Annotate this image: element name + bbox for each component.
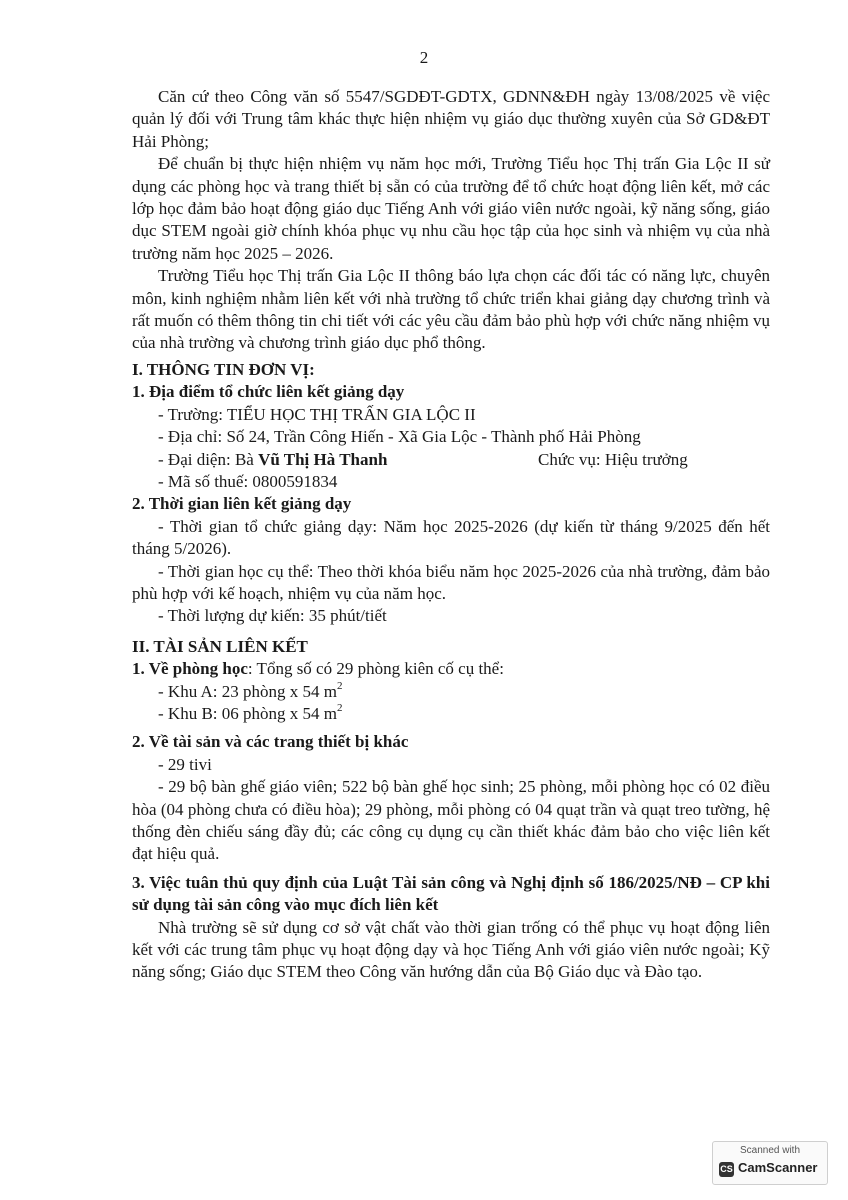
intro-paragraph-3: Trường Tiểu học Thị trấn Gia Lộc II thông báo lựa chọn các đối tác có năng lực, chuyên môn, kinh nghiệm nhằm liên kết với nhà trường tổ chức triển khai giảng dạy chương trình và rất muốn có thêm thông tin chi tiết với các yêu cầu đảm bảo phù hợp với chức năng nhiệm vụ của nhà trường và chương trình giáo dục phổ thông. <box>132 266 770 353</box>
intro-paragraph-1: Căn cứ theo Công văn số 5547/SGDĐT-GDTX, GDNN&ĐH ngày 13/08/2025 về việc quản lý đối với Trung tâm khác thực hiện nhiệm vụ giáo dục thường xuyên của Sở GD&ĐT Hải Phòng; <box>132 87 770 151</box>
tv-count: - 29 tivi <box>158 754 212 774</box>
school-name: - Trường: TIỂU HỌC THỊ TRẤN GIA LỘC II <box>158 404 476 424</box>
representative-prefix: - Đại diện: Bà <box>158 449 259 469</box>
camscanner-logo-icon: CS <box>719 1162 734 1177</box>
compliance-paragraph: Nhà trường sẽ sử dụng cơ sở vật chất vào thời gian trống có thể phục vụ hoạt động liên kết với các trung tâm phục vụ hoạt động dạy và học Tiếng Anh với giáo viên nước ngoài; Kỹ năng sống; Giáo dục STEM theo Công văn hướng dẫn của Bộ Giáo dục và Đào tạo. <box>132 917 770 982</box>
document-body <box>132 86 770 984</box>
subsection-1-2-heading: 2. Thời gian liên kết giảng dạy <box>132 494 352 514</box>
representative-position: Chức vụ: Hiệu trưởng <box>538 449 688 469</box>
subsection-2-2-heading: 2. Về tài sản và các trang thiết bị khác <box>132 732 409 752</box>
intro-paragraph-2: Để chuẩn bị thực hiện nhiệm vụ năm học mới, Trường Tiểu học Thị trấn Gia Lộc II sử dụng các phòng học và trang thiết bị sẵn có của trường để tổ chức hoạt động liên kết, mở các lớp học đảm bảo hoạt động giáo dục Tiếng Anh với giáo viên nước ngoài, kỹ năng sống, giáo dục STEM ngoài giờ chính khóa phục vụ nhu cầu học tập của học sinh và nhiệm vụ của nhà trường năm học 2025 – 2026. <box>132 154 770 263</box>
zone-b-rooms <box>132 703 770 725</box>
lesson-duration: - Thời lượng dự kiến: 35 phút/tiết <box>158 606 387 626</box>
camscanner-watermark <box>712 1141 828 1185</box>
tax-code: - Mã số thuế: 0800591834 <box>158 471 338 491</box>
zone-b-superscript: 2 <box>336 702 343 715</box>
subsection-2-1-heading: 1. Về phòng học <box>132 659 248 679</box>
subsection-2-3-heading: 3. Việc tuân thủ quy định của Luật Tài sản công và Nghị định số 186/2025/NĐ – CP khi sử dụng tài sản công vào mục đích liên kết <box>132 872 770 915</box>
classrooms-total: : Tổng số có 29 phòng kiên cố cụ thể: <box>247 659 504 679</box>
representative-row <box>132 449 770 471</box>
section-2-heading: II. TÀI SẢN LIÊN KẾT <box>132 636 308 656</box>
class-schedule: - Thời gian học cụ thể: Theo thời khóa biểu năm học 2025-2026 của nhà trường, đảm bảo phù hợp với kế hoạch, nhiệm vụ của năm học. <box>132 561 770 603</box>
classrooms-line <box>132 658 770 680</box>
zone-a-superscript: 2 <box>336 679 343 692</box>
watermark-brand: CamScanner <box>738 1160 818 1175</box>
school-address: - Địa chỉ: Số 24, Trần Công Hiến - Xã Gia Lộc - Thành phố Hải Phòng <box>158 427 641 447</box>
representative-name: Vũ Thị Hà Thanh <box>258 449 388 469</box>
zone-a-text: - Khu A: 23 phòng x 54 m <box>158 681 337 701</box>
section-1-heading: I. THÔNG TIN ĐƠN VỊ: <box>132 359 315 379</box>
zone-a-rooms <box>132 681 770 703</box>
subsection-1-1-heading: 1. Địa điểm tổ chức liên kết giảng dạy <box>132 382 405 402</box>
zone-b-text: - Khu B: 06 phòng x 54 m <box>158 703 337 723</box>
page-number: 2 <box>419 48 429 67</box>
watermark-caption: Scanned with <box>739 1145 801 1156</box>
teaching-period: - Thời gian tổ chức giảng dạy: Năm học 2025-2026 (dự kiến từ tháng 9/2025 đến hết tháng 5/2026). <box>132 516 770 559</box>
equipment-list: - 29 bộ bàn ghế giáo viên; 522 bộ bàn ghế học sinh; 25 phòng, mỗi phòng học có 02 điều hòa (04 phòng chưa có điều hòa); 29 phòng, mỗi phòng có 04 quạt trần và quạt treo tường, hệ thống đèn chiếu sáng đầy đủ; các công cụ dụng cụ cần thiết khác đảm bảo cho việc liên kết đạt hiệu quả. <box>132 777 770 864</box>
